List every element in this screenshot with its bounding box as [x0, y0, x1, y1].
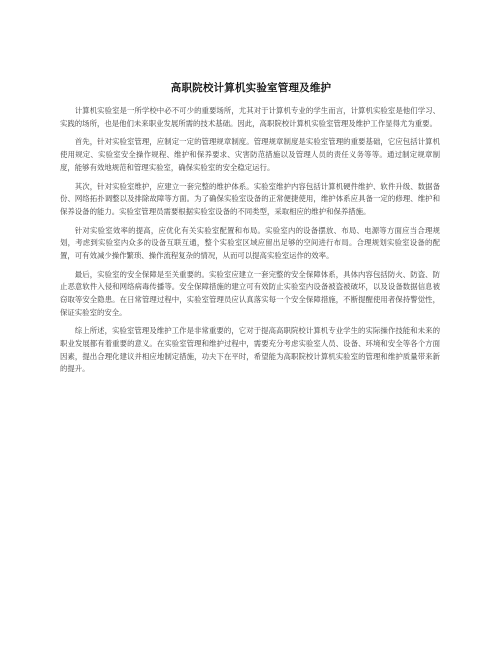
paragraph-intro: 计算机实验室是一所学校中必不可少的重要场所，尤其对于计算机专业的学生而言，计算机实验室是他们学习、实践的场所，也是他们未来职业发展所需的技术基础。因此，高职院校计算机实验室管理及维护工作显得尤为重要。: [60, 106, 440, 128]
paragraph-efficiency-layout: 针对实验室效率的提高，应优化有关实验室配置和布局。实验室内的设备摆放、布局、电源等方面应当合理规划，考虑到实验室内众多的设备互联互通，整个实验室区域应留出足够的空间进行布局。合理规划实验室设备的配置，可有效减少操作繁琐、操作流程复杂的情况，从而可以提高实验室运作的效率。: [60, 225, 440, 260]
document-body: [60, 105, 440, 382]
paragraph-maintenance-system: 其次，针对实验室维护，应建立一套完整的维护体系。实验室维护内容包括计算机硬件维护、软件升级、数据备份、网络拓扑调整以及排除故障等方面。为了确保实验室设备的正常便捷使用，维护体系应具备一定的修理、维护和保养设备的能力。实验室管理员需要根据实验室设备的不同类型，采取相应的维护和保养措施。: [60, 181, 440, 216]
document-title: 高职院校计算机实验室管理及维护: [170, 82, 332, 94]
paragraph-conclusion: 综上所述，实验室管理及维护工作是非常重要的，它对于提高高职院校计算机专业学生的实际操作技能和未来的职业发展都有着重要的意义。在实验室管理和维护过程中，需要充分考虑实验室人员、设备、环境和安全等各个方面因素，提出合理化建议并相应地制定措施，功夫下在平时，希望能为高职院校计算机实验室的管理和维护质量带来新的提升。: [60, 326, 440, 374]
paragraph-management-rules: 首先，针对实验室管理，应制定一定的管理规章制度。管理规章制度是实验室管理的重要基础，它应包括计算机使用规定、实验室安全操作规程、维护和保养要求、灾害防范措施以及管理人员的责任义务等等。通过制定规章制度，能够有效地规范和管理实验室，确保实验室的安全稳定运行。: [60, 137, 440, 172]
paragraph-security: 最后，实验室的安全保障是至关重要的。实验室应建立一套完整的安全保障体系，具体内容包括防火、防盗、防止恶意软件入侵和网络病毒传播等。安全保障措施的建立可有效防止实验室内设备被盗被破坏，以及设备数据信息被窃取等安全隐患。在日常管理过程中，实验室管理员应认真落实每一个安全保障措施，不断提醒使用者保持警觉性，保证实验室的安全。: [60, 269, 440, 317]
